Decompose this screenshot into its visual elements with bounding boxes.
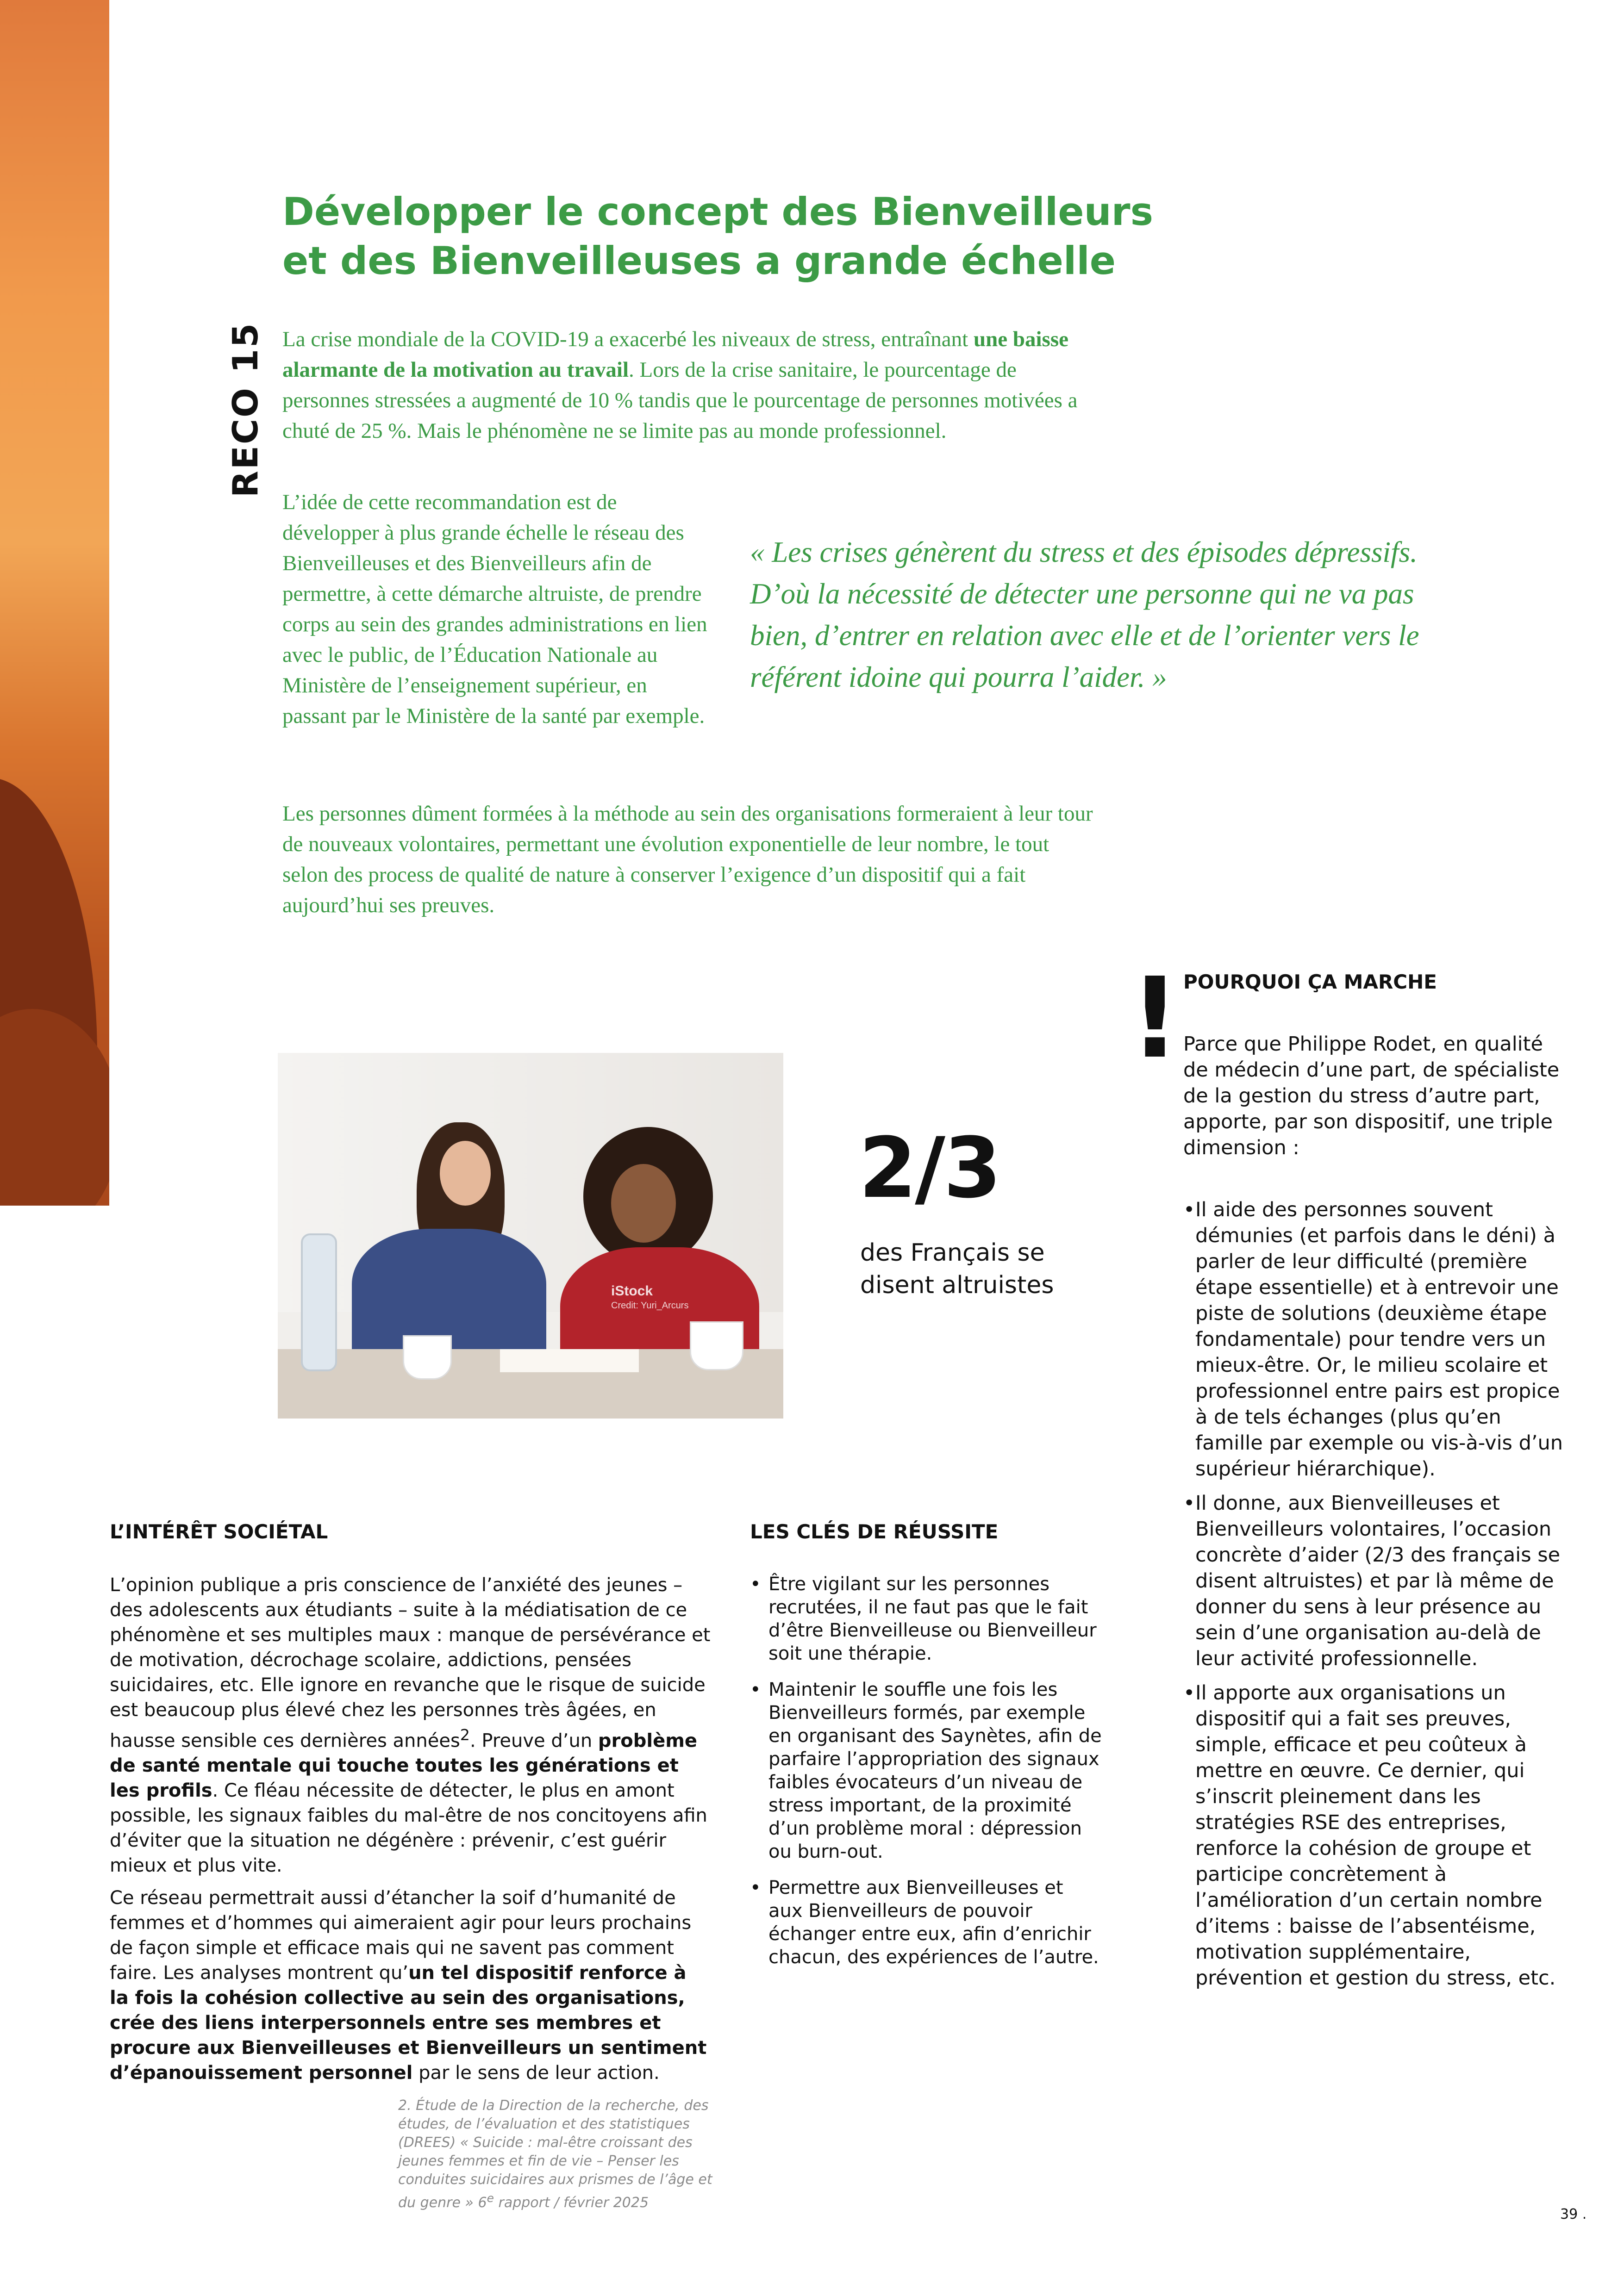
societal-p1-text-a: L’opinion publique a pris conscience de l’anxiété des jeunes – des adolescents aux étudiants – suite à la médiatisation de ce phénomène et ses multiples maux : manque de persévérance et de motivation, décrochage scolaire, addictions, pensées suicidaires, etc. Elle ignore en revanche que le risque de suicide est beaucoup plus élevé chez les personnes très âgées, en hausse sensible ces dernières années <box>110 1574 711 1752</box>
societal-p2-bold: un tel dispositif renforce à la fois la cohésion collective au sein des organisations, crée des liens interpersonnels entre ses membres et procure aux Bienveilleuses et Bienveilleurs un sentiment d’épanouissement personnel <box>110 1962 707 2084</box>
intro-p1-text-b: . Lors de la crise sanitaire, le pourcentage de personnes stressées a augmenté de 10 % tandis que le pourcentage de personnes motivées a chuté de 25 %. Mais le phénomène ne se limite pas au monde professionnel. <box>282 358 1078 443</box>
photo-watermark: iStock <box>611 1283 653 1299</box>
side-photo-strip <box>0 0 109 1206</box>
societal-p1-bold: problème de santé mentale qui touche toutes les générations et les profils <box>110 1730 698 1802</box>
societal-p1-text-b: . Preuve d’un <box>470 1730 598 1752</box>
keys-list-item: • Maintenir le souffle une fois les Bienveilleurs formés, par exemple en organisant des Saynètes, afin de parfaire l’appropriation des signaux faibles évocateurs d’un niveau de stress important, de la proximité d’un problème moral : dépression ou burn-out. <box>750 1678 1102 1863</box>
stat-number: 2/3 <box>859 1120 1000 1217</box>
footnote-text-a: 2. Étude de la Direction de la recherche, des études, de l’évaluation et des statistiques (DREES) « Suicide : mal-être croissant des jeunes femmes et fin de vie – Penser les conduites suicidaires aux prismes de l’âge et du genre » 6 <box>398 2097 712 2211</box>
keys-heading: LES CLÉS DE RÉUSSITE <box>750 1520 999 1543</box>
reco-label: RECO 15 <box>225 322 266 498</box>
photo-two-women <box>278 1053 783 1419</box>
footnote-ref: 2 <box>460 1726 470 1744</box>
why-list-item: • Il apporte aux organisations un dispositif qui a fait ses preuves, simple, efficace et peu coûteux à mettre en œuvre. Ce dernier, qui s’inscrit pleinement dans les stratégies RSE des entreprises, renforce la cohésion de groupe et participe concrètement à l’amélioration d’un certain nombre d’items : baisse de l’absentéisme, motivation supplémentaire, prévention et gestion du stress, etc. <box>1183 1680 1572 1991</box>
societal-heading: L’INTÉRÊT SOCIÉTAL <box>110 1520 328 1543</box>
photo-credit: Credit: Yuri_Arcurs <box>611 1300 689 1311</box>
societal-p2-text-a: Ce réseau permettrait aussi d’étancher la soif d’humanité de femmes et d’hommes qui aimeraient agir pour leurs prochains de façon simple et efficace mais qui ne savent pas comment faire. Les analyses montrent qu’ <box>110 1887 692 1984</box>
intro-p1-bold: une baisse alarmante de la motivation au travail <box>282 327 1068 382</box>
societal-paragraph-2 <box>110 1885 712 2085</box>
photo-cup-2 <box>690 1321 743 1370</box>
title-line-2: et des Bienveilleuses a grande échelle <box>282 238 1116 283</box>
pull-quote: « Les crises génèrent du stress et des épisodes dépressifs. D’où la nécessité de détecter une personne qui ne va pas bien, d’entrer en relation avec elle et de l’orienter vers le référent idoine qui pourra l’aider. » <box>750 536 1419 693</box>
footnote <box>398 2097 722 2212</box>
societal-paragraph-1 <box>110 1573 712 1878</box>
photo-paper <box>500 1349 639 1372</box>
intro-paragraph-1 <box>282 324 1079 446</box>
keys-list-item: • Être vigilant sur les personnes recrutées, il ne faut pas que le fait d’être Bienveilleuse ou Bienveilleur soit une thérapie. <box>750 1573 1102 1665</box>
keys-list <box>750 1573 1102 1982</box>
photo-water-bottle <box>301 1233 337 1371</box>
why-intro: Parce que Philippe Rodet, en qualité de médecin d’une part, de spécialiste de la gestion du stress d’autre part, apporte, par son dispositif, une triple dimension : <box>1183 1033 1560 1159</box>
intro-p1-text-a: La crise mondiale de la COVID-19 a exacerbé les niveaux de stress, entraînant <box>282 327 974 351</box>
keys-list-item: • Permettre aux Bienveilleuses et aux Bienveilleurs de pouvoir échanger entre eux, afin d’enrichir chacun, des expériences de l’autre. <box>750 1876 1102 1969</box>
footnote-sup: e <box>487 2191 494 2205</box>
page-number: 39 . <box>1560 2206 1587 2222</box>
societal-p2-text-b: par le sens de leur action. <box>412 2062 660 2084</box>
why-list-item: • Il aide des personnes souvent démunies (et parfois dans le déni) à parler de leur difficulté (première étape essentielle) et à entrevoir une piste de solutions (deuxième étape fondamentale) pour tendre vers un mieux-être. Or, le milieu scolaire et professionnel entre pairs est propice à de tels échanges (plus qu’en famille par exemple ou vis-à-vis d’un supérieur hiérarchique). <box>1183 1197 1572 1482</box>
why-heading: POURQUOI ÇA MARCHE <box>1183 971 1437 993</box>
intro-paragraph-2: L’idée de cette recommandation est de développer à plus grande échelle le réseau des Bienveilleuses et des Bienveilleurs afin de permettre, à cette démarche altruiste, de prendre corps au sein des grandes administrations en lien avec le public, de l’Éducation Nationale au Ministère de l’enseignement supérieur, en passant par le Ministère de la santé par exemple. <box>282 490 707 728</box>
photo-cup-1 <box>403 1335 452 1380</box>
photo-woman-1-face <box>440 1141 491 1206</box>
photo-woman-2-face <box>611 1164 676 1243</box>
why-list <box>1183 1197 1572 1999</box>
exclamation-icon: ! <box>1130 953 1181 1083</box>
title-line-1: Développer le concept des Bienveilleurs <box>282 189 1153 234</box>
intro-paragraph-3: Les personnes dûment formées à la méthode au sein des organisations formeraient à leur tour de nouveaux volontaires, permettant une évolution exponentielle de leur nombre, le tout selon des process de qualité de nature à conserver l’exigence d’un dispositif qui a fait aujourd’hui ses preuves. <box>282 802 1093 917</box>
societal-p1-text-c: . Ce fléau nécessite de détecter, le plus en amont possible, les signaux faibles du mal-être de nos concitoyens afin d’éviter que la situation ne dégénère : prévenir, c’est guérir mieux et plus vite. <box>110 1780 707 1877</box>
footnote-text-b: rapport / février 2025 <box>493 2195 649 2211</box>
stat-text: des Français se disent altruistes <box>860 1239 1054 1299</box>
page-title <box>282 187 1347 286</box>
why-list-item: • Il donne, aux Bienveilleuses et Bienveilleurs volontaires, l’occasion concrète d’aider (2/3 des français se disent altruistes) et par là même de donner du sens à leur présence au sein d’une organisation au-delà de leur activité professionnelle. <box>1183 1490 1572 1672</box>
